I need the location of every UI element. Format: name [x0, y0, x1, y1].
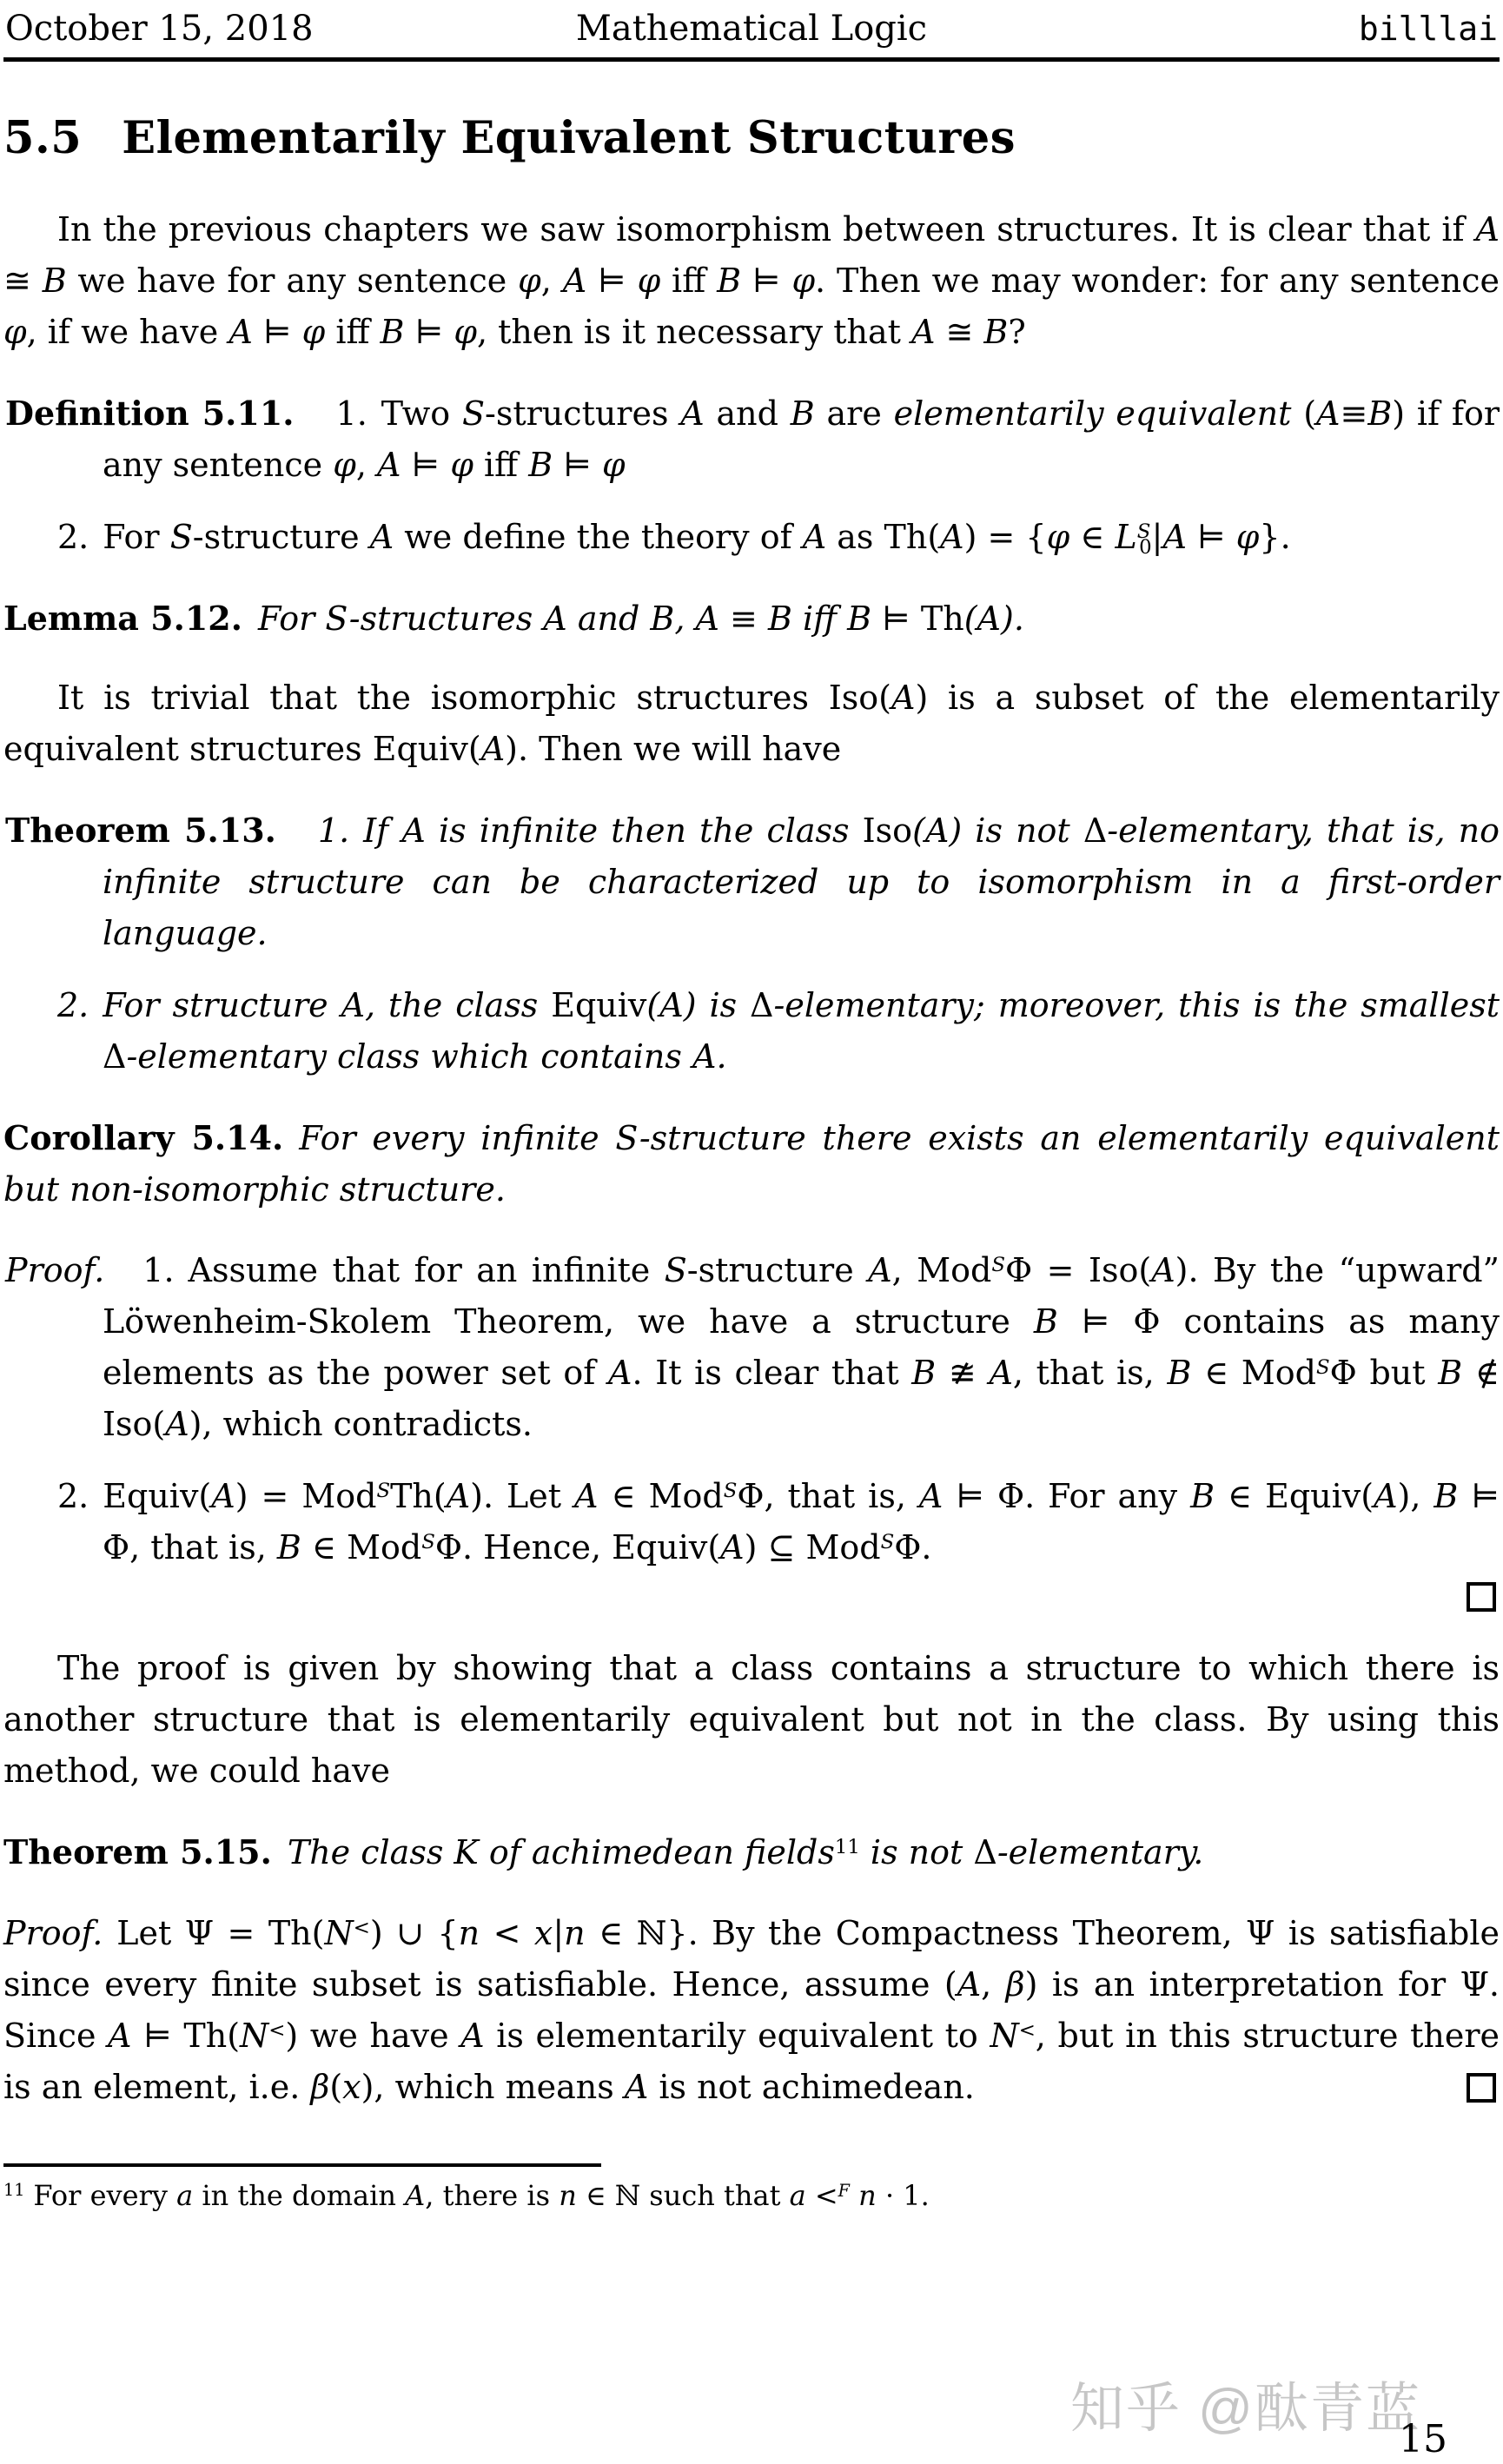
definition-5-11: [3, 387, 1500, 491]
section-title: Elementarily Equivalent Structures: [122, 112, 1016, 164]
lemma-text: For S-structures A and B, A ≡ B iff B ⊨ Th(A).: [257, 599, 1024, 638]
footnote-text: For every a in the domain A, there is n ∈ ℕ such that a <$^F$ n · 1.: [33, 2179, 930, 2212]
theorem-5-13-item-1-text: If A is infinite then the class Iso(A) is not Δ-elementary, that is, no infinite structure can be characterized up to isomorphism in a first-order language.: [103, 811, 1500, 952]
definition-item-2: [3, 512, 1500, 563]
header-rule: [3, 57, 1500, 62]
section-number: 5.5: [3, 112, 83, 164]
definition-item-1-text: Two S-structures A and B are elementarily equivalent (A≡B) if for any sentence φ, A ⊨ φ iff B ⊨ φ: [103, 394, 1500, 484]
theorem-5-15-label: Theorem 5.15.: [3, 1832, 272, 1871]
qed-icon: [1467, 1582, 1496, 1612]
proof-5-14-item-2-text: Equiv(A) = Mod$^S$Th(A). Let A ∈ Mod$^S$Φ, that is, A ⊨ Φ. For any B ∈ Equiv(A), B ⊨ Φ, that is, B ∈ Mod$^S$Φ. Hence, Equiv(A) ⊆ Mod$^S$Φ.: [103, 1477, 1500, 1566]
theorem-5-15: [3, 1826, 1500, 1878]
proof-5-14-item-1-text: Assume that for an infinite S-structure A, Mod$^S$Φ = Iso(A). By the “upward” Löwenheim-Skolem Theorem, we have a structure B ⊨ Φ contains as many elements as the power set of A. It is clear that B ≇ A, that is, B ∈ Mod$^S$Φ but B ∉ Iso(A), which contradicts.: [103, 1251, 1500, 1443]
proof-5-14-item-2: [3, 1471, 1500, 1573]
theorem-5-13-item-2: [3, 980, 1500, 1083]
proof-5-14-item-1-number: 1.: [142, 1251, 175, 1289]
proof-5-14-item-2-number: 2.: [57, 1477, 89, 1515]
proof-5-15-text: Let Ψ = Th(N<) ∪ {n < x|n ∈ ℕ}. By the Compactness Theorem, Ψ is satisfiable since every finite subset is satisfiable. Hence, assume (A, β) is an interpretation for Ψ. Since A ⊨ Th(N<) we have A is elementarily equivalent to N<, but in this structure there is an element, i.e. β(x), which means A is not achimedean.: [3, 1914, 1500, 2106]
lemma-label: Lemma 5.12.: [3, 599, 242, 638]
footnote: [3, 2176, 1500, 2220]
corollary-5-14: [3, 1112, 1500, 1215]
section-heading: [3, 112, 1500, 164]
proof-5-14: [3, 1245, 1500, 1450]
footnote-rule: [3, 2163, 601, 2167]
corollary-label: Corollary 5.14.: [3, 1118, 284, 1157]
definition-item-1-number: 1.: [335, 394, 367, 433]
paragraph-method: The proof is given by showing that a class contains a structure to which there is another structure that is elementarily equivalent but not in the class. By using this method, we could have: [3, 1649, 1500, 1790]
theorem-5-13-item-2-text: For structure A, the class Equiv(A) is Δ-elementary; moreover, this is the smallest Δ-elementary class which contains A.: [103, 986, 1500, 1076]
proof-5-14-label: Proof.: [5, 1251, 105, 1289]
theorem-5-13: [3, 805, 1500, 959]
paragraph-trivial: It is trivial that the isomorphic structures Iso(A) is a subset of the elementarily equivalent structures Equiv(A). Then we will have: [3, 679, 1500, 768]
page-header: [3, 0, 1500, 54]
watermark: 知乎 @酞青蓝: [1069, 2379, 1421, 2439]
definition-item-2-text: For S-structure A we define the theory of A as Th(A) = {φ ∈ $L^S0|A$ ⊨ φ}.: [103, 518, 1291, 560]
footnote-mark: 11: [3, 2180, 25, 2201]
theorem-5-13-item-1-number: 1.: [317, 811, 350, 850]
definition-label: Definition 5.11.: [5, 394, 295, 433]
qed-icon: [1467, 2073, 1496, 2103]
theorem-5-15-text: The class K of achimedean fields$^{11}$ is not Δ-elementary.: [287, 1833, 1204, 1871]
proof-5-15-label: Proof.: [3, 1914, 103, 1952]
definition-item-2-number: 2.: [57, 518, 89, 556]
header-title: Mathematical Logic: [575, 9, 928, 49]
theorem-5-13-label: Theorem 5.13.: [5, 811, 276, 850]
header-author: billlai: [1358, 10, 1499, 48]
lemma-5-12: [3, 593, 1500, 645]
page-number: 15: [1399, 2417, 1447, 2461]
qed-line: [3, 1582, 1500, 1615]
paragraph-intro: In the previous chapters we saw isomorphism between structures. It is clear that if A ≅ B we have for any sentence φ, A ⊨ φ iff B ⊨ φ. Then we may wonder: for any sentence φ, if we have A ⊨ φ iff B ⊨ φ, then is it necessary that A ≅ B?: [3, 210, 1500, 351]
corollary-text: For every infinite S-structure there exists an elementarily equivalent but non-isomorphic structure.: [3, 1119, 1500, 1209]
header-date: October 15, 2018: [5, 9, 314, 49]
theorem-5-13-item-2-number: 2.: [57, 986, 89, 1024]
proof-5-15: [3, 1908, 1500, 2113]
